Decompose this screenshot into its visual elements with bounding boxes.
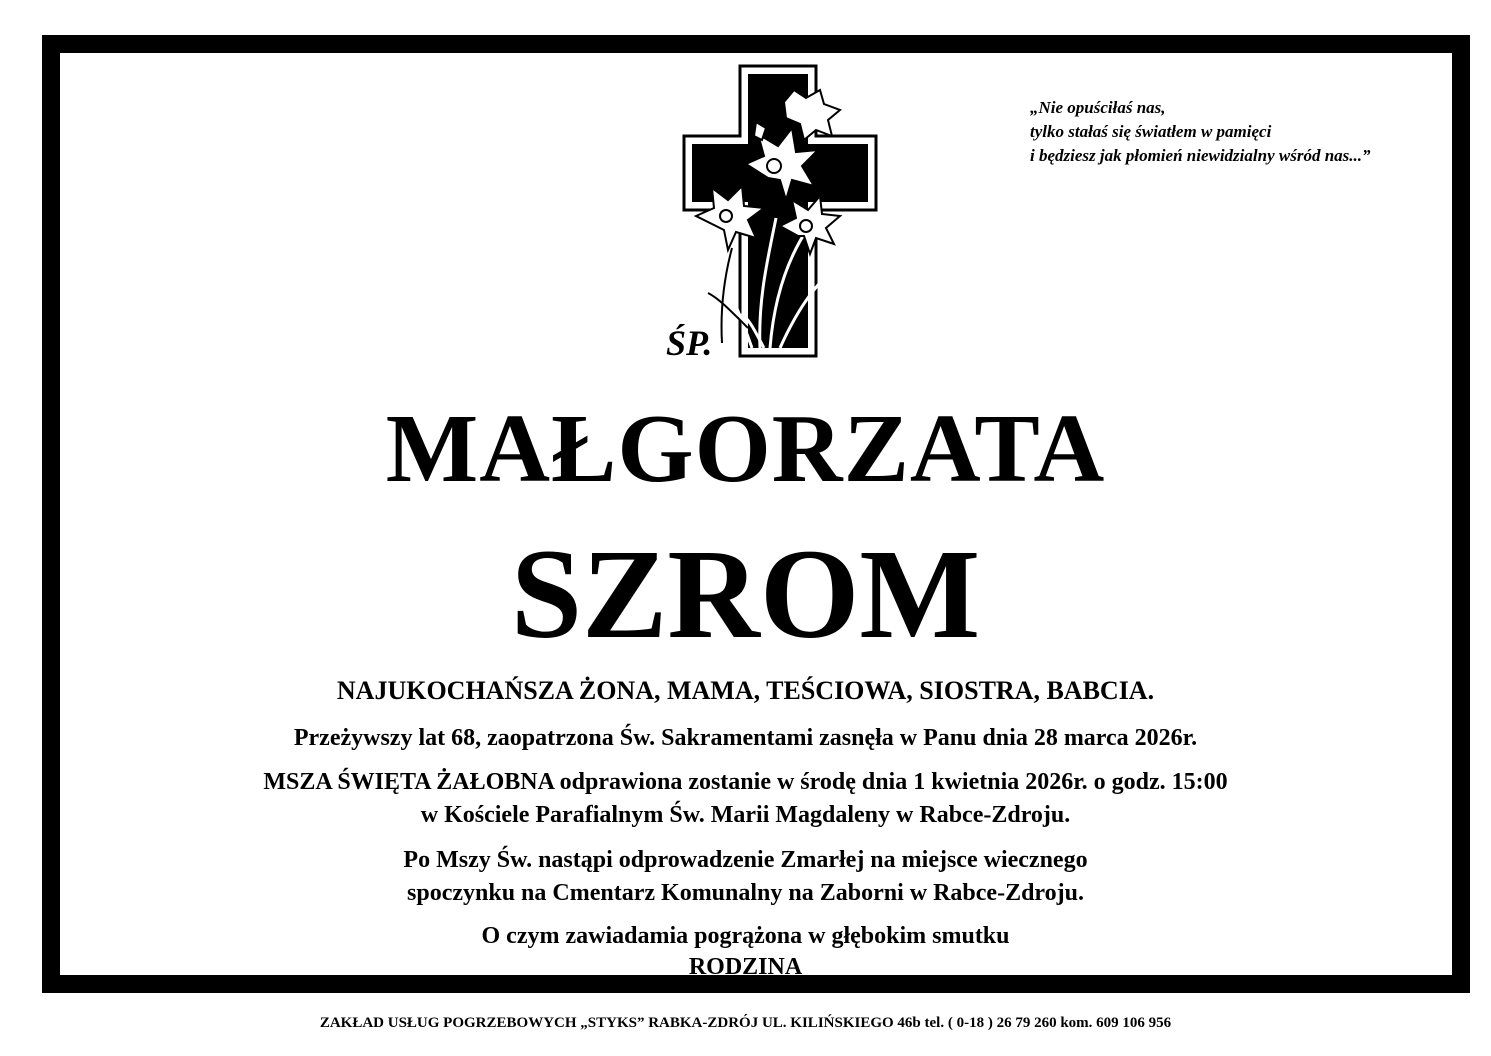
burial-location-line: spoczynku na Cmentarz Komunalny na Zaborni w Rabce-Zdroju. [407,880,1084,906]
family-roles: NAJUKOCHAŃSZA ŻONA, MAMA, TEŚCIOWA, SIOSTRA, BABCIA. [336,676,1155,705]
signature: RODZINA [688,954,803,980]
burial-info-line: Po Mszy Św. nastąpi odprowadzenie Zmarłej na miejsce wiecznego [403,847,1088,873]
cross-with-lilies-icon [648,58,888,360]
sp-label: ŚP. [666,323,713,363]
deceased-last-name: SZROM [510,523,981,665]
deceased-first-name: MAŁGORZATA [385,395,1106,503]
mass-info-line: MSZA ŚWIĘTA ŻAŁOBNA odprawiona zostanie w środę dnia 1 kwietnia 2026r. o godz. 15:00 [263,769,1228,795]
quote-line: tylko stałaś się światłem w pamięci [1030,122,1272,141]
mass-location-line: w Kościele Parafialnym Św. Marii Magdaleny w Rabce-Zdroju. [420,802,1071,828]
quote-line: „Nie opuściłaś nas, [1030,98,1166,117]
death-info: Przeżywszy lat 68, zaopatrzona Św. Sakramentami zasnęła w Panu dnia 28 marca 2026r. [293,725,1198,751]
memorial-quote [1030,96,1450,168]
closing-line: O czym zawiadamia pogrążona w głębokim smutku [481,923,1010,949]
quote-line: i będziesz jak płomień niewidzialny wśród nas...” [1030,146,1371,165]
funeral-home-footer: ZAKŁAD USŁUG POGRZEBOWYCH „STYKS” RABKA-ZDRÓJ UL. KILIŃSKIEGO 46b tel. ( 0-18 ) 26 79 260 kom. 609 106 956 [319,1015,1172,1031]
